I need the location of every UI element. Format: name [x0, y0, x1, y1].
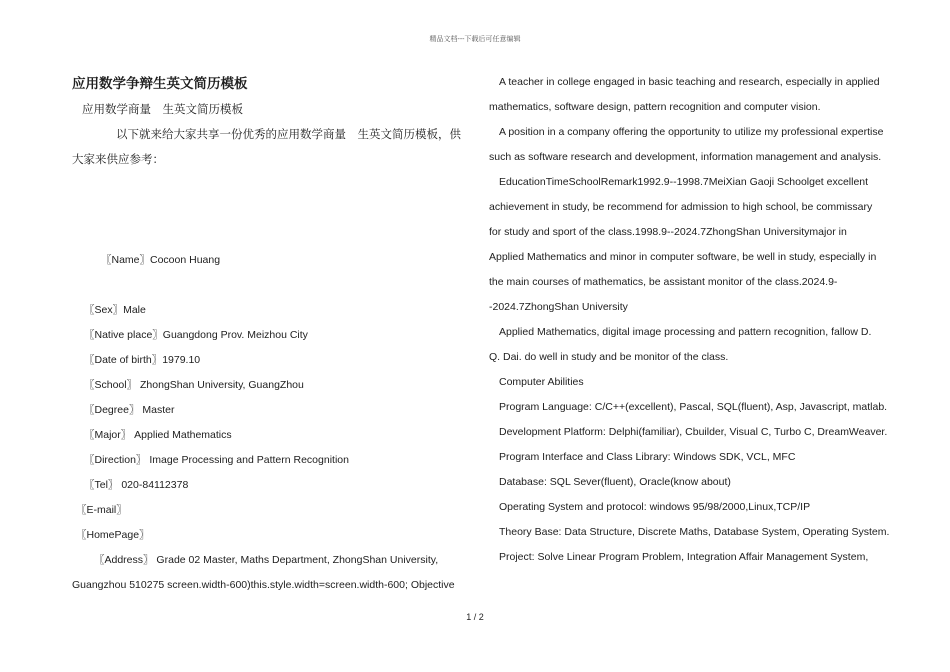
field-tel: 〖Tel〗 020-84112378 — [84, 479, 189, 491]
page-header: 精品文档---下载后可任意编辑 — [429, 36, 521, 43]
computer-abilities-heading: Computer Abilities — [499, 376, 584, 388]
field-homepage: 〖HomePage〗 — [76, 529, 150, 541]
program-language: Program Language: C/C++(excellent), Pascal, SQL(fluent), Asp, Javascript, matlab. — [499, 401, 888, 413]
field-address: 〖Address〗 Grade 02 Master, Maths Department, ZhongShan University, Guangzhou 510275 screen.width-600)this.style.width=screen.width-600; Objective — [72, 554, 455, 591]
field-sex: 〖Sex〗Male — [84, 304, 146, 316]
field-major: 〖Major〗 Applied Mathematics — [84, 429, 232, 441]
education-section: EducationTimeSchoolRemark1992.9--1998.7MeiXian Gaoji Schoolget excellent achievement in study, be recommend for admission to high school, be commissary for study and sport of the class.1998.9--2024.7ZhongShan Universitymajor in Applied Mathematics and minor in computer software, be well in study, especially in the main courses of mathematics, be assistant monitor of the class.2024.9--2024.7ZhongShan University — [489, 176, 877, 313]
document-title: 应用数学争辩生英文简历模板 — [72, 76, 248, 92]
program-interface: Program Interface and Class Library: Windows SDK, VCL, MFC — [499, 451, 796, 463]
theory-base: Theory Base: Data Structure, Discrete Maths, Database System, Operating System. — [499, 526, 890, 538]
database: Database: SQL Sever(fluent), Oracle(know about) — [499, 476, 731, 488]
field-date-of-birth: 〖Date of birth〗1979.10 — [84, 354, 201, 366]
development-platform: Development Platform: Delphi(familiar), Cbuilder, Visual C, Turbo C, DreamWeaver. — [499, 426, 888, 438]
objective-teacher: A teacher in college engaged in basic teaching and research, especially in applied mathematics, software design, pattern recognition and computer vision. — [489, 76, 880, 113]
document-subtitle: 应用数学商量 生英文简历模板 — [82, 104, 243, 116]
operating-system: Operating System and protocol: windows 95/98/2000,Linux,TCP/IP — [499, 501, 811, 513]
left-column — [72, 70, 462, 598]
field-native-place: 〖Native place〗Guangdong Prov. Meizhou City — [84, 329, 308, 341]
blank-space — [72, 173, 462, 248]
right-column — [489, 70, 890, 570]
field-direction: 〖Direction〗 Image Processing and Pattern Recognition — [84, 454, 349, 466]
blank-line — [72, 273, 462, 298]
project: Project: Solve Linear Program Problem, Integration Affair Management System, — [499, 551, 869, 563]
page-number: 1 / 2 — [466, 612, 484, 622]
field-degree: 〖Degree〗 Master — [84, 404, 175, 416]
field-email: 〖E-mail〗 — [76, 504, 127, 516]
applied-mathematics-note: Applied Mathematics, digital image processing and pattern recognition, fallow D. Q. Dai. do well in study and be monitor of the class. — [489, 326, 872, 363]
field-name: 〖Name〗Cocoon Huang — [101, 254, 221, 266]
objective-company: A position in a company offering the opportunity to utilize my professional expertise such as software research and development, information management and analysis. — [489, 126, 884, 163]
intro-paragraph: 以下就来给大家共享一份优秀的应用数学商量 生英文简历模板，供大家来供应参考： — [72, 129, 461, 166]
field-school: 〖School〗 ZhongShan University, GuangZhou — [84, 379, 304, 391]
